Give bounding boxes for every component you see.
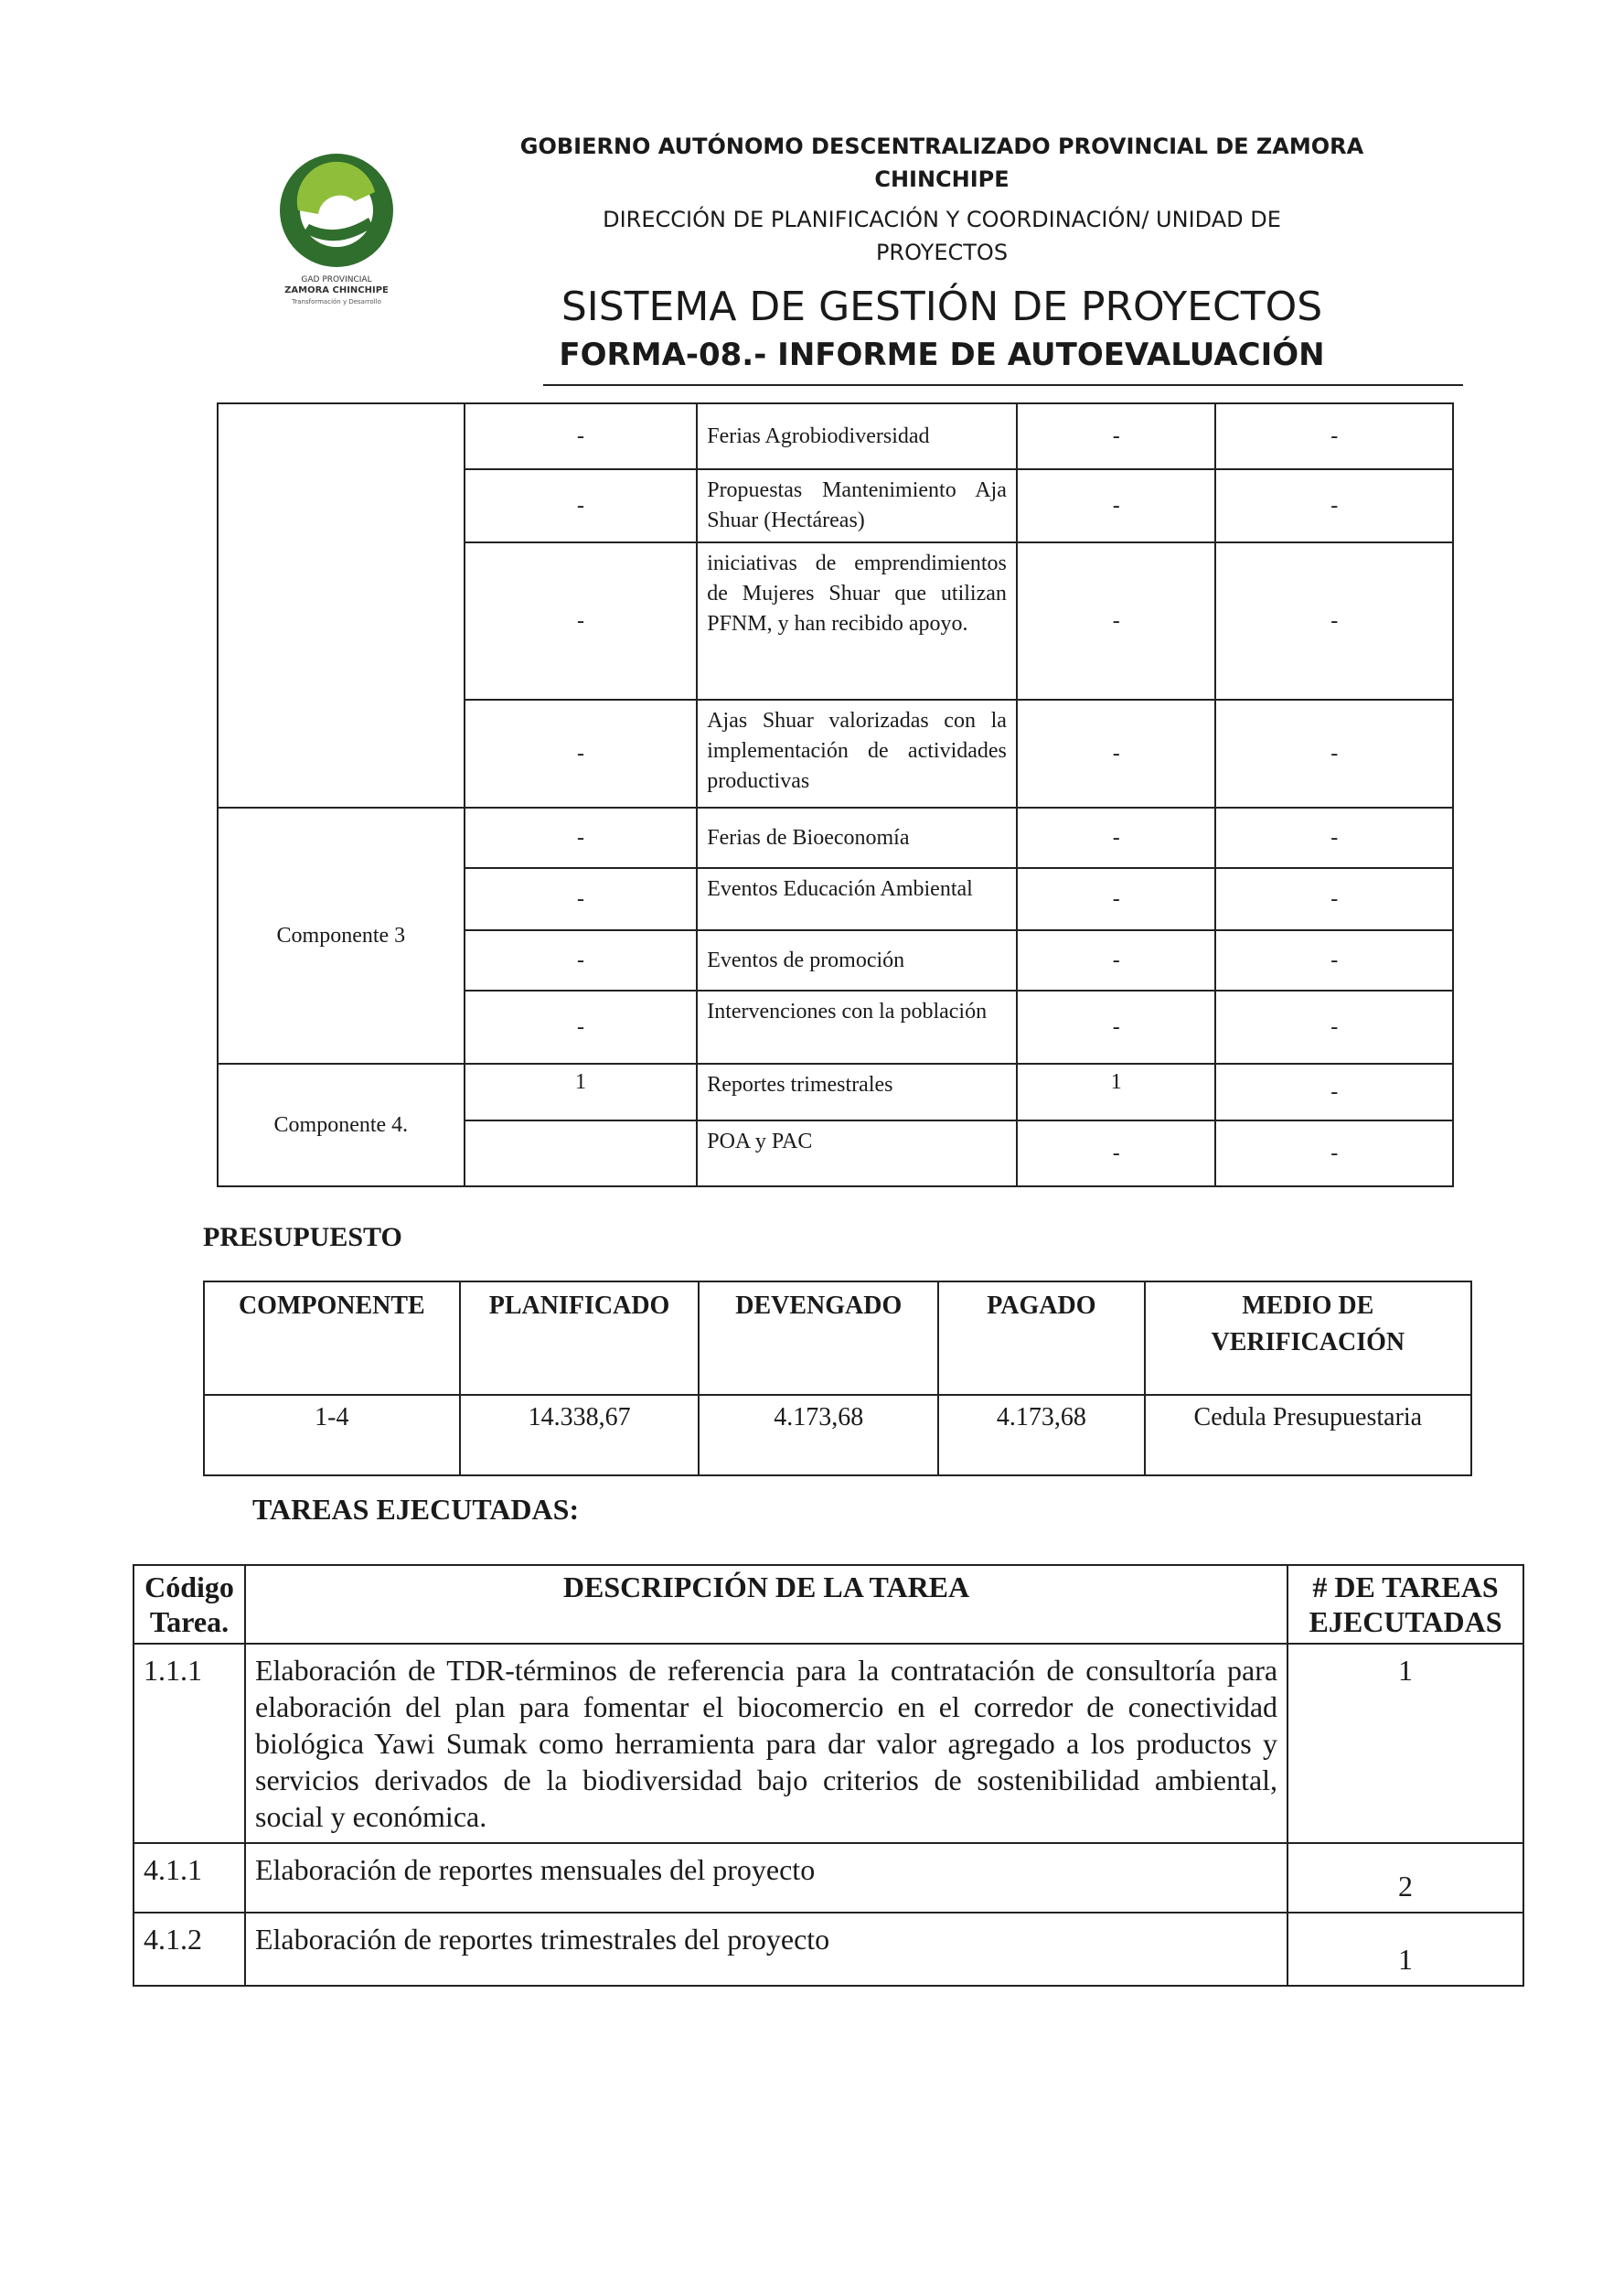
achieved-cell: - xyxy=(1017,469,1216,542)
task-code: 4.1.2 xyxy=(134,1913,245,1986)
achieved-cell: - xyxy=(1017,930,1216,991)
indicator-cell: POA y PAC xyxy=(697,1120,1017,1186)
pct-cell: - xyxy=(1215,469,1453,542)
pct-cell: - xyxy=(1215,1064,1453,1120)
achieved-cell: - xyxy=(1017,1120,1216,1186)
table-row xyxy=(134,1913,1523,1986)
department xyxy=(494,203,1390,269)
budget-title: PRESUPUESTO xyxy=(203,1222,402,1252)
header-planificado: PLANIFICADO xyxy=(460,1281,700,1395)
org-line-1b: CHINCHIPE xyxy=(874,166,1010,192)
header-medio-verificacion: MEDIO DE VERIFICACIÓN xyxy=(1145,1281,1471,1395)
tasks-table xyxy=(133,1564,1524,1987)
task-description: Elaboración de reportes mensuales del proyecto xyxy=(245,1843,1287,1913)
planned-cell: - xyxy=(465,808,698,868)
header-divider xyxy=(543,384,1463,386)
pct-cell: - xyxy=(1215,991,1453,1064)
planned-cell: - xyxy=(465,991,698,1064)
achieved-cell: - xyxy=(1017,868,1216,930)
budget-table xyxy=(203,1281,1472,1476)
pct-cell: - xyxy=(1215,700,1453,808)
pct-cell: - xyxy=(1215,930,1453,991)
dept-line-1: DIRECCIÓN DE PLANIFICACIÓN Y COORDINACIÓN/ UNIDAD DE xyxy=(603,207,1281,232)
cell-componente: 1-4 xyxy=(204,1395,460,1475)
cell-medio-verificacion: Cedula Presupuestaria xyxy=(1145,1395,1471,1475)
indicator-cell: Reportes trimestrales xyxy=(697,1064,1017,1120)
pct-cell: - xyxy=(1215,403,1453,469)
component-4-cell: Componente 4. xyxy=(218,1064,465,1186)
table-row xyxy=(218,403,1453,469)
logo-text-1: GAD PROVINCIAL xyxy=(301,275,372,284)
task-count: 2 xyxy=(1287,1843,1523,1913)
planned-cell: - xyxy=(465,700,698,808)
table-row xyxy=(204,1395,1471,1475)
component-3-cell: Componente 3 xyxy=(218,808,465,1064)
table-header-row xyxy=(134,1565,1523,1644)
table-row xyxy=(134,1843,1523,1913)
table-header-row xyxy=(204,1281,1471,1395)
logo-text-2: ZAMORA CHINCHIPE xyxy=(284,285,389,295)
dept-line-2: PROYECTOS xyxy=(875,240,1009,265)
planned-cell xyxy=(465,1120,698,1186)
planned-cell: 1 xyxy=(465,1064,698,1120)
achieved-cell: - xyxy=(1017,700,1216,808)
planned-cell: - xyxy=(465,469,698,542)
task-code: 4.1.1 xyxy=(134,1843,245,1913)
cell-pagado: 4.173,68 xyxy=(938,1395,1145,1475)
system-title: SISTEMA DE GESTIÓN DE PROYECTOS xyxy=(561,284,1323,330)
task-count: 1 xyxy=(1287,1644,1523,1843)
task-description: Elaboración de TDR-términos de referencia para la contratación de consultoría para elaboración del plan para fomentar el biocomercio en el corredor de conectividad biológica Yawi Sumak como herramienta para dar valor agregado a los productos y servicios derivados de la biodiversidad bajo criterios de sostenibilidad ambiental, social y económica. xyxy=(245,1644,1287,1843)
achieved-cell: - xyxy=(1017,808,1216,868)
form-title: FORMA-08.- INFORME DE AUTOEVALUACIÓN xyxy=(559,337,1325,373)
pct-cell: - xyxy=(1215,542,1453,700)
indicator-cell: Ferias de Bioeconomía xyxy=(697,808,1017,868)
pct-cell: - xyxy=(1215,808,1453,868)
cell-devengado: 4.173,68 xyxy=(699,1395,938,1475)
planned-cell: - xyxy=(465,868,698,930)
header-codigo: Código Tarea. xyxy=(134,1565,245,1644)
table-row xyxy=(218,1064,1453,1120)
indicator-cell: Propuestas Mantenimiento Aja Shuar (Hectáreas) xyxy=(697,469,1017,542)
header-descripcion: DESCRIPCIÓN DE LA TAREA xyxy=(245,1565,1287,1644)
indicator-cell: Intervenciones con la población xyxy=(697,991,1017,1064)
org-line-1: GOBIERNO AUTÓNOMO DESCENTRALIZADO PROVINCIAL DE ZAMORA xyxy=(519,134,1364,159)
pct-cell: - xyxy=(1215,1120,1453,1186)
cell-planificado: 14.338,67 xyxy=(460,1395,700,1475)
table-row xyxy=(134,1644,1523,1843)
header-devengado: DEVENGADO xyxy=(699,1281,938,1395)
activities-table xyxy=(217,402,1454,1187)
tasks-title: TAREAS EJECUTADAS: xyxy=(252,1493,580,1526)
planned-cell: - xyxy=(465,930,698,991)
achieved-cell: - xyxy=(1017,542,1216,700)
indicator-cell: Eventos Educación Ambiental xyxy=(697,868,1017,930)
header-pagado: PAGADO xyxy=(938,1281,1145,1395)
org-name xyxy=(494,130,1390,196)
header-componente: COMPONENTE xyxy=(204,1281,460,1395)
achieved-cell: - xyxy=(1017,403,1216,469)
achieved-cell: 1 xyxy=(1017,1064,1216,1120)
indicator-cell: Ferias Agrobiodiversidad xyxy=(697,403,1017,469)
task-code: 1.1.1 xyxy=(134,1644,245,1843)
task-count: 1 xyxy=(1287,1913,1523,1986)
table-row xyxy=(218,808,1453,868)
indicator-cell: Eventos de promoción xyxy=(697,930,1017,991)
indicator-cell: Ajas Shuar valorizadas con la implementación de actividades productivas xyxy=(697,700,1017,808)
component-cell-blank xyxy=(218,403,465,808)
task-description: Elaboración de reportes trimestrales del proyecto xyxy=(245,1913,1287,1986)
indicator-cell: iniciativas de emprendimientos de Mujeres Shuar que utilizan PFNM, y han recibido apoyo. xyxy=(697,542,1017,700)
header-num-tareas: # DE TAREAS EJECUTADAS xyxy=(1287,1565,1523,1644)
gad-zamora-logo xyxy=(245,137,428,311)
planned-cell: - xyxy=(465,403,698,469)
planned-cell: - xyxy=(465,542,698,700)
logo-text-3: Transformación y Desarrollo xyxy=(292,298,381,306)
achieved-cell: - xyxy=(1017,991,1216,1064)
pct-cell: - xyxy=(1215,868,1453,930)
